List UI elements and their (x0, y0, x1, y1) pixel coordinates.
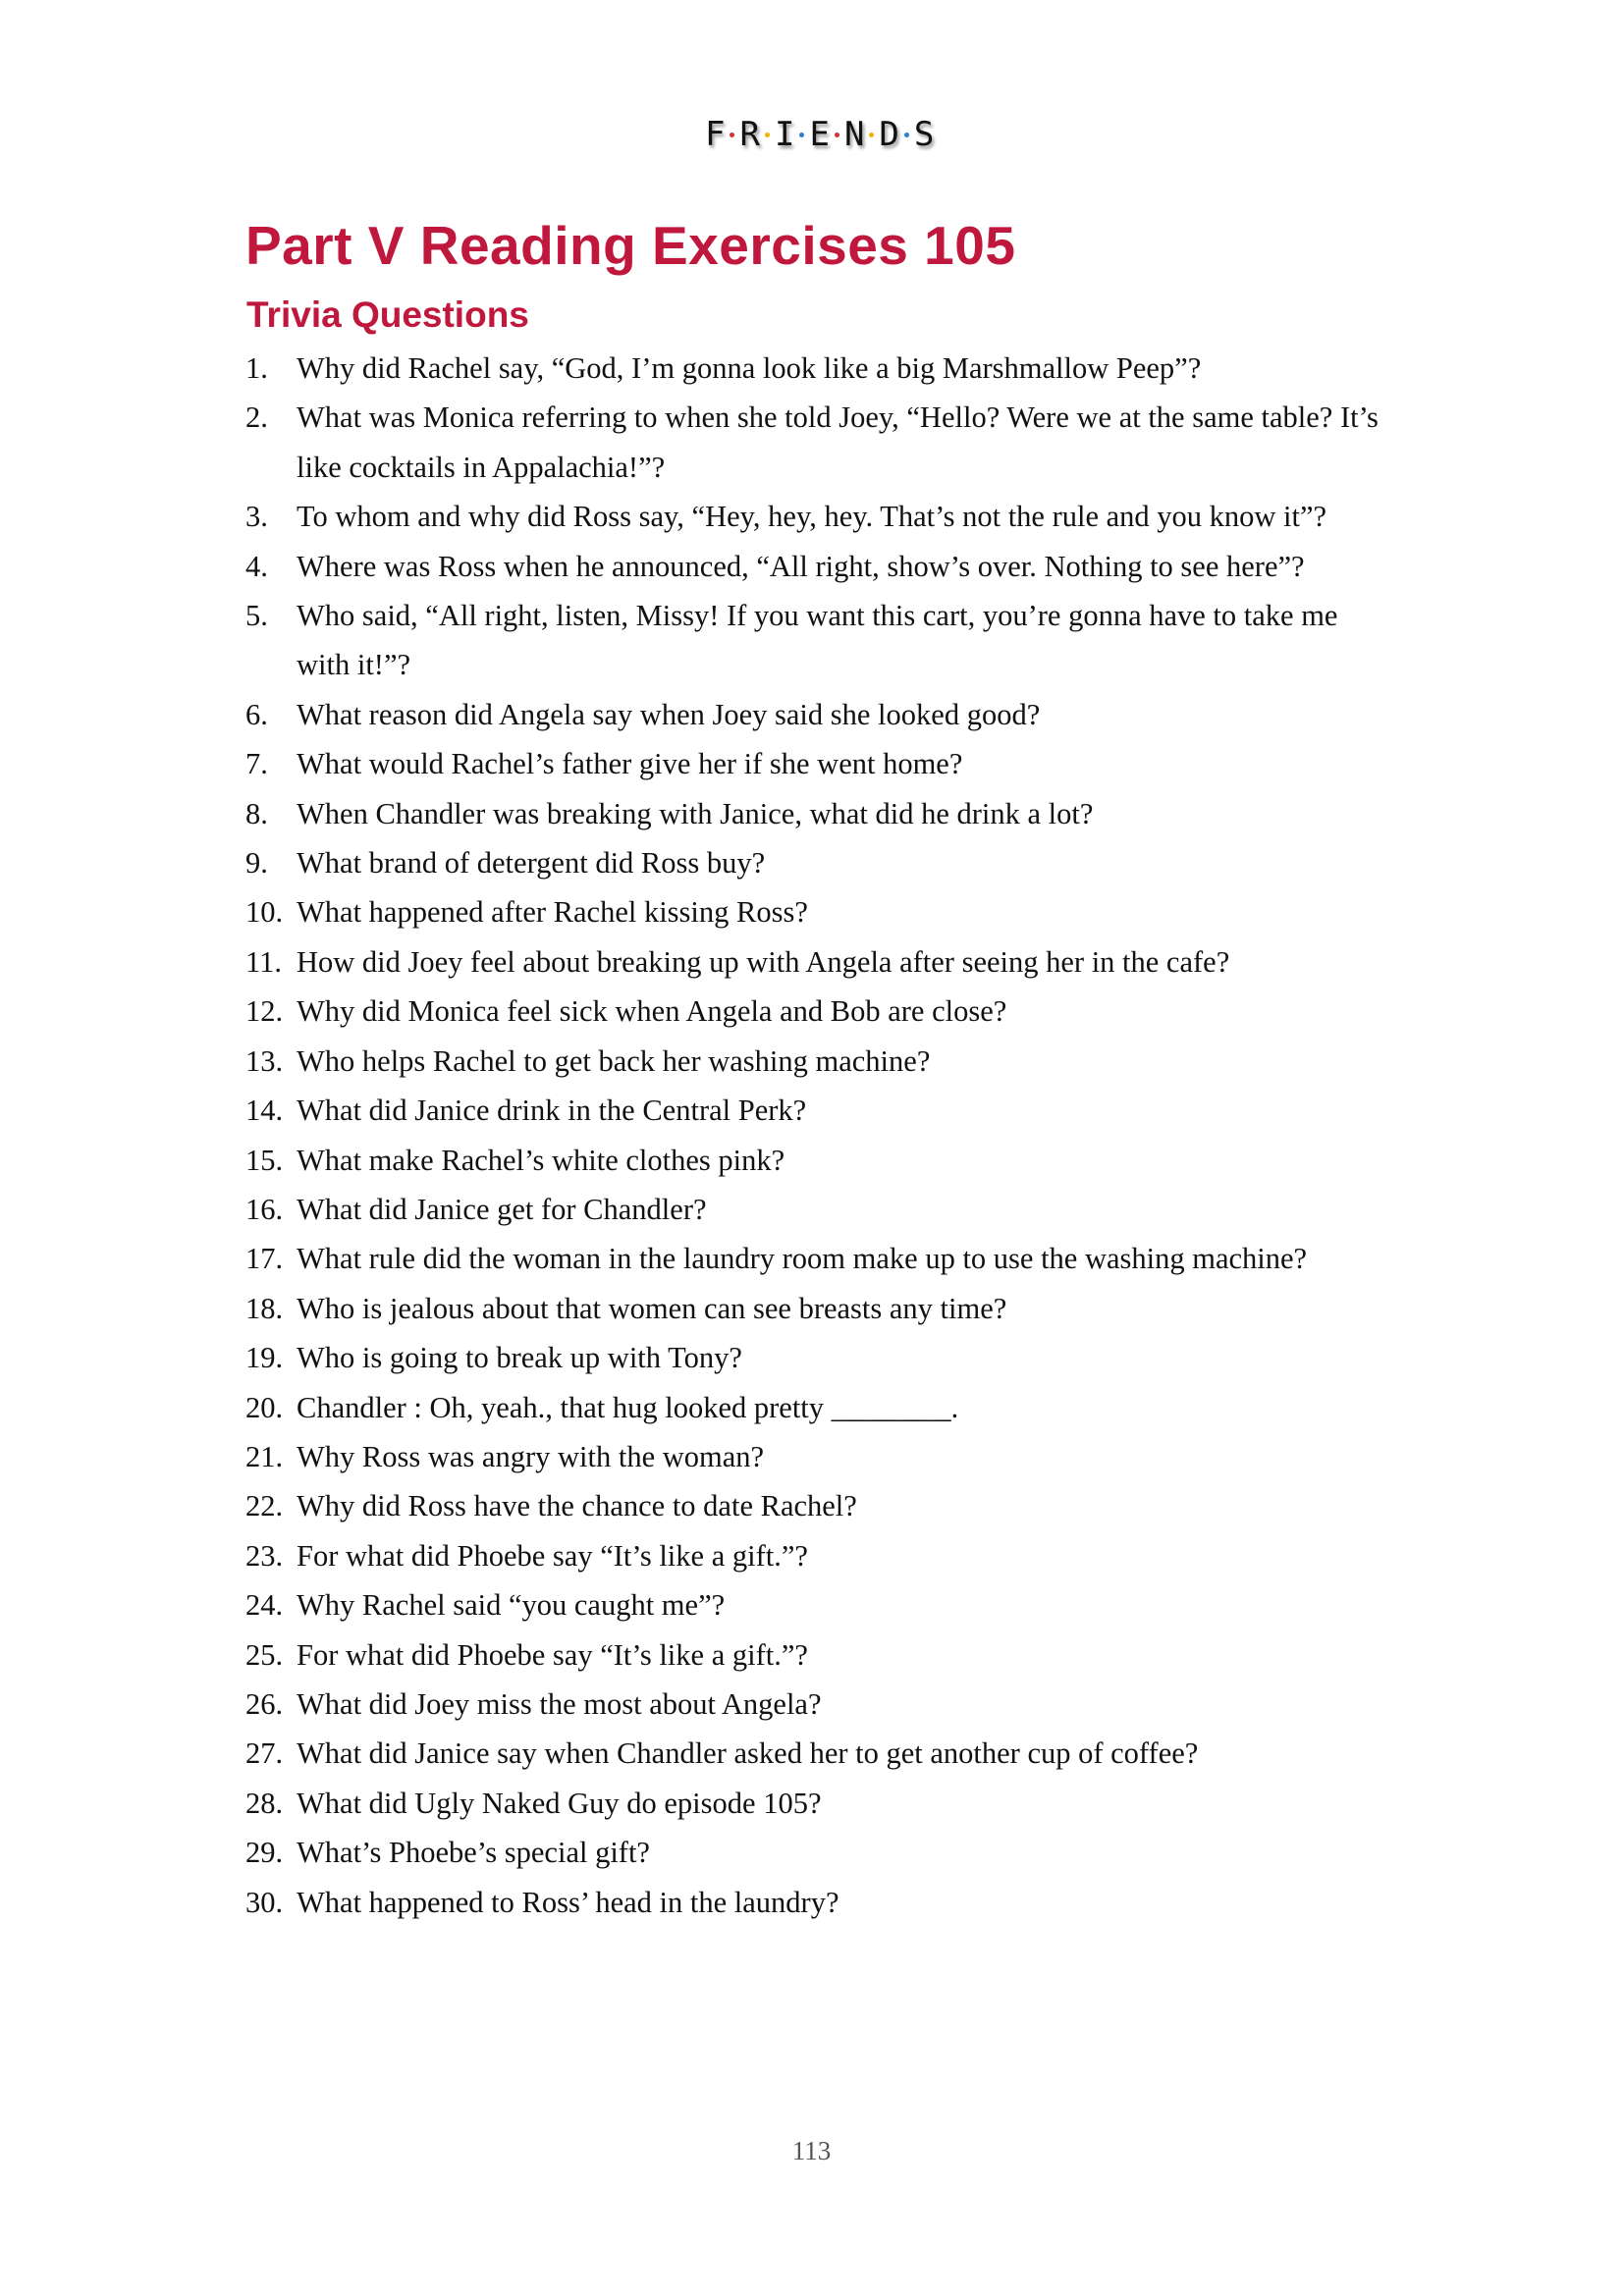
logo-letter: E (809, 115, 830, 154)
question-number: 6. (245, 697, 268, 731)
question-text: What reason did Angela say when Joey said she looked good? (297, 697, 1041, 731)
question-text: When Chandler was breaking with Janice, what did he drink a lot? (297, 796, 1094, 830)
logo-letter: F (705, 115, 726, 154)
question-item (245, 393, 1384, 492)
question-text: What did Janice drink in the Central Perk? (297, 1094, 807, 1128)
question-number: 16. (245, 1192, 284, 1226)
question-text: Who said, “All right, listen, Missy! If you want this cart, you’re gonna have to take me with it!”? (297, 599, 1338, 682)
question-text: What was Monica referring to when she told Joey, “Hello? Were we at the same table? It’s like cocktails in Appalachia!”? (297, 400, 1379, 484)
question-text: How did Joey feel about breaking up with Angela after seeing her in the cafe? (297, 944, 1230, 979)
question-item (245, 1580, 1384, 1629)
logo-dot (904, 133, 909, 137)
question-item (245, 1531, 1384, 1580)
question-number: 29. (245, 1836, 284, 1870)
question-number: 30. (245, 1885, 284, 1919)
question-text: Who is going to break up with Tony? (297, 1341, 742, 1375)
question-item (245, 1729, 1384, 1778)
question-number: 21. (245, 1439, 284, 1473)
question-item (245, 1828, 1384, 1877)
question-item (245, 838, 1384, 887)
question-item (245, 1185, 1384, 1234)
question-number: 22. (245, 1489, 284, 1523)
question-item (245, 1779, 1384, 1828)
question-number: 12. (245, 994, 284, 1029)
question-item (245, 1333, 1384, 1382)
question-item (245, 591, 1384, 690)
question-number: 9. (245, 846, 268, 881)
question-item (245, 789, 1384, 838)
question-text: What did Joey miss the most about Angela? (297, 1686, 822, 1721)
logo-letter: S (913, 115, 935, 154)
question-item (245, 1630, 1384, 1680)
question-item (245, 1284, 1384, 1333)
question-item (245, 690, 1384, 739)
question-number: 14. (245, 1094, 284, 1128)
question-number: 10. (245, 895, 284, 930)
question-item (245, 1878, 1384, 1927)
page-title: Part V Reading Exercises 105 (245, 215, 1016, 276)
logo-letter: R (739, 115, 760, 154)
logo-letter: N (843, 115, 865, 154)
trivia-question-list (245, 344, 1384, 1927)
question-number: 19. (245, 1341, 284, 1375)
logo-letter: D (879, 115, 899, 154)
question-item (245, 492, 1384, 541)
question-number: 28. (245, 1786, 284, 1820)
question-item (245, 739, 1384, 788)
question-item (245, 1234, 1384, 1283)
question-item (245, 1383, 1384, 1432)
question-text: What happened after Rachel kissing Ross? (297, 895, 808, 930)
question-text: Why did Monica feel sick when Angela and Bob are close? (297, 994, 1007, 1029)
question-item (245, 987, 1384, 1036)
logo-dot (799, 133, 804, 137)
question-number: 1. (245, 351, 268, 385)
question-item (245, 937, 1384, 987)
question-text: Why Rachel said “you caught me”? (297, 1588, 726, 1623)
question-item (245, 1481, 1384, 1530)
question-text: What happened to Ross’ head in the laundry? (297, 1885, 839, 1919)
question-number: 24. (245, 1588, 284, 1623)
question-text: Where was Ross when he announced, “All right, show’s over. Nothing to see here”? (297, 549, 1305, 583)
question-text: What’s Phoebe’s special gift? (297, 1836, 650, 1870)
question-number: 15. (245, 1143, 284, 1177)
question-text: Chandler : Oh, yeah., that hug looked pretty ________. (297, 1390, 959, 1424)
question-number: 17. (245, 1242, 284, 1276)
question-text: For what did Phoebe say “It’s like a gift.”? (297, 1637, 808, 1672)
question-item (245, 1037, 1384, 1086)
logo-dot (835, 133, 839, 137)
page-number: 113 (791, 2136, 832, 2165)
question-number: 23. (245, 1538, 284, 1573)
question-text: What rule did the woman in the laundry room make up to use the washing machine? (297, 1242, 1308, 1276)
logo-dot (869, 133, 874, 137)
question-number: 4. (245, 549, 268, 583)
logo-dot (730, 133, 734, 137)
question-number: 5. (245, 599, 268, 633)
question-number: 26. (245, 1686, 284, 1721)
question-text: What did Ugly Naked Guy do episode 105? (297, 1786, 822, 1820)
question-item (245, 1086, 1384, 1135)
friends-logo (705, 110, 934, 159)
question-item (245, 1432, 1384, 1481)
question-number: 20. (245, 1390, 284, 1424)
question-number: 3. (245, 500, 268, 534)
question-text: Who is jealous about that women can see breasts any time? (297, 1291, 1007, 1325)
question-text: What would Rachel’s father give her if she went home? (297, 747, 963, 781)
question-item (245, 344, 1384, 393)
question-number: 13. (245, 1043, 284, 1078)
question-text: For what did Phoebe say “It’s like a gift.”? (297, 1538, 808, 1573)
question-text: Why did Ross have the chance to date Rachel? (297, 1489, 857, 1523)
question-number: 18. (245, 1291, 284, 1325)
question-text: What make Rachel’s white clothes pink? (297, 1143, 785, 1177)
question-number: 11. (245, 944, 282, 979)
question-text: Who helps Rachel to get back her washing machine? (297, 1043, 931, 1078)
question-number: 7. (245, 747, 268, 781)
section-subtitle: Trivia Questions (246, 294, 529, 335)
question-text: To whom and why did Ross say, “Hey, hey, hey. That’s not the rule and you know it”? (297, 500, 1327, 534)
question-item (245, 542, 1384, 591)
question-text: What brand of detergent did Ross buy? (297, 846, 766, 881)
question-number: 27. (245, 1736, 284, 1771)
question-item (245, 887, 1384, 936)
question-item (245, 1136, 1384, 1185)
question-text: Why Ross was angry with the woman? (297, 1439, 765, 1473)
question-text: What did Janice say when Chandler asked her to get another cup of coffee? (297, 1736, 1199, 1771)
question-number: 2. (245, 400, 268, 435)
logo-dot (765, 133, 770, 137)
question-item (245, 1680, 1384, 1729)
question-text: What did Janice get for Chandler? (297, 1192, 707, 1226)
question-number: 8. (245, 796, 268, 830)
question-number: 25. (245, 1637, 284, 1672)
logo-letter: I (774, 115, 795, 154)
question-text: Why did Rachel say, “God, I’m gonna look like a big Marshmallow Peep”? (297, 351, 1202, 385)
